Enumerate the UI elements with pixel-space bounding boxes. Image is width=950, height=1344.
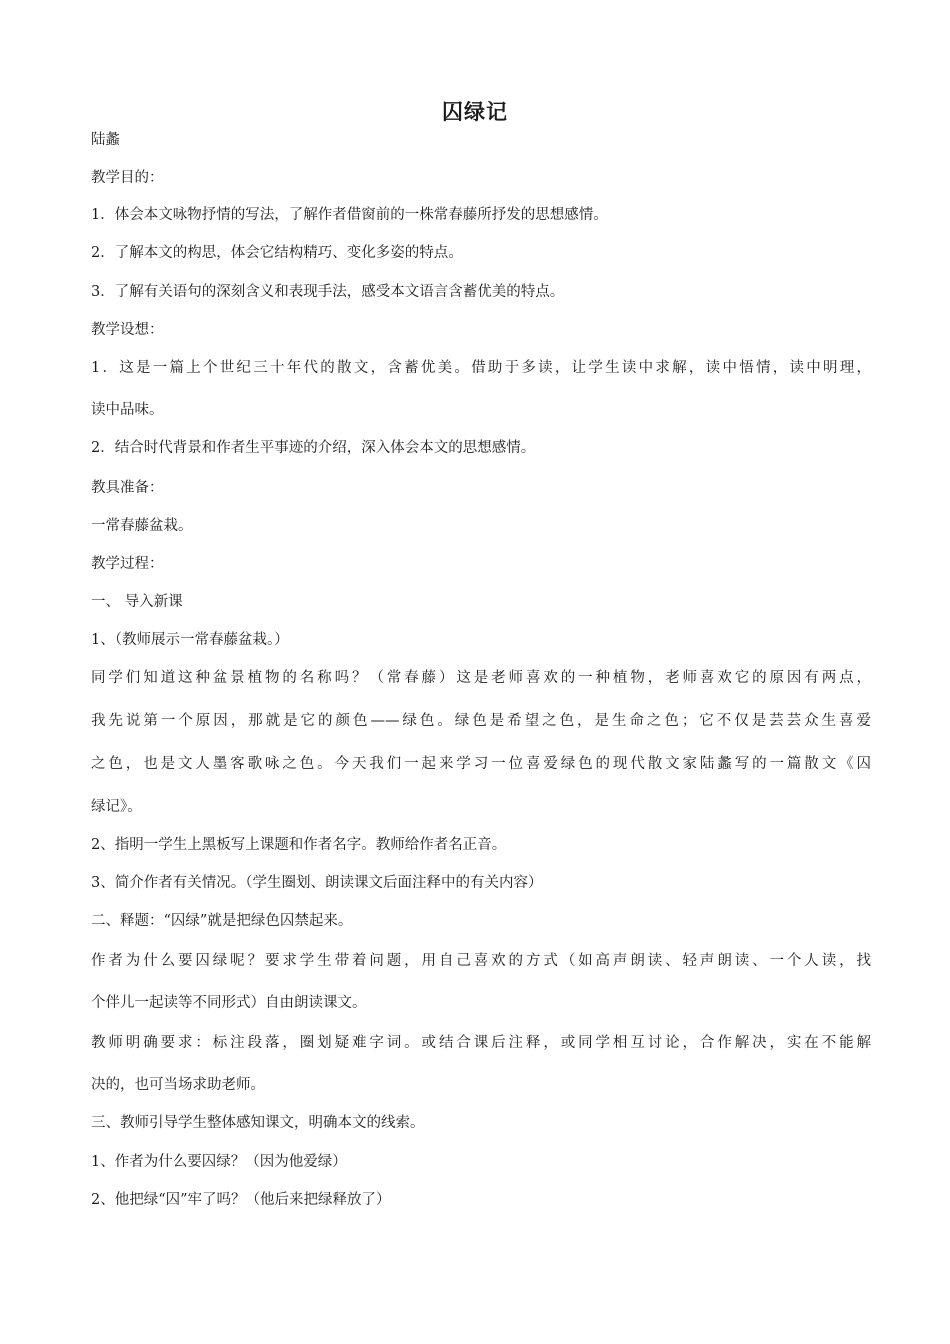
text-line: 2．了解本文的构思，体会它结构精巧、变化多姿的特点。 — [91, 245, 463, 261]
text-line: 读中品味。 — [91, 402, 164, 418]
text-line: 陆蠡 — [91, 132, 120, 148]
text-line: 3．了解有关语句的深刻含义和表现手法，感受本文语言含蓄优美的特点。 — [91, 284, 565, 300]
text-line: 三、教师引导学生整体感知课文，明确本文的线索。 — [91, 1115, 425, 1131]
text-line: 教学目的： — [91, 170, 164, 186]
text-line: 决的，也可当场求助老师。 — [91, 1077, 265, 1093]
document-title: 囚绿记 — [442, 100, 508, 124]
text-line: 教学设想： — [91, 322, 164, 338]
text-line: 教师明确要求：标注段落，圈划疑难字词。或结合课后注释，或同学相互讨论，合作解决，实在不能解 — [91, 1035, 871, 1051]
text-line: 一、 导入新课 — [91, 594, 183, 610]
text-line: 二、释题：“囚绿”就是把绿色囚禁起来。 — [91, 913, 353, 929]
text-line: 1、（教师展示一常春藤盆栽。） — [91, 632, 289, 648]
text-line: 2、指明一学生上黑板写上课题和作者名字。教师给作者名正音。 — [91, 837, 507, 853]
text-line: 作者为什么要囚绿呢？要求学生带着问题，用自己喜欢的方式（如高声朗读、轻声朗读、一个人读，找 — [91, 953, 871, 969]
text-line: 教学过程： — [91, 556, 164, 572]
text-line: 1、作者为什么要囚绿？（因为他爱绿） — [91, 1154, 347, 1170]
text-line: 2、他把绿“囚”牢了吗？（他后来把绿释放了） — [91, 1192, 391, 1208]
text-line: 绿记》。 — [91, 799, 142, 815]
text-line: 同学们知道这种盆景植物的名称吗？（常春藤）这是老师喜欢的一种植物，老师喜欢它的原因有两点， — [91, 670, 871, 686]
text-line: 教具准备： — [91, 480, 164, 496]
text-line: 个伴儿一起读等不同形式）自由朗读课文。 — [91, 995, 367, 1011]
text-line: 3、简介作者有关情况。（学生圈划、朗读课文后面注释中的有关内容） — [91, 875, 543, 891]
text-line: 2．结合时代背景和作者生平事迹的介绍，深入体会本文的思想感情。 — [91, 440, 536, 456]
text-line: 1．这是一篇上个世纪三十年代的散文，含蓄优美。借助于多读，让学生读中求解，读中悟情，读中明理， — [91, 360, 871, 376]
text-line: 一常春藤盆栽。 — [91, 518, 193, 534]
text-line: 1．体会本文咏物抒情的写法，了解作者借窗前的一株常春藤所抒发的思想感情。 — [91, 207, 608, 223]
text-line: 之色，也是文人墨客歌咏之色。今天我们一起来学习一位喜爱绿色的现代散文家陆蠡写的一篇散文《囚 — [91, 756, 871, 772]
text-line: 我先说第一个原因，那就是它的颜色——绿色。绿色是希望之色，是生命之色；它不仅是芸芸众生喜爱 — [91, 713, 871, 729]
